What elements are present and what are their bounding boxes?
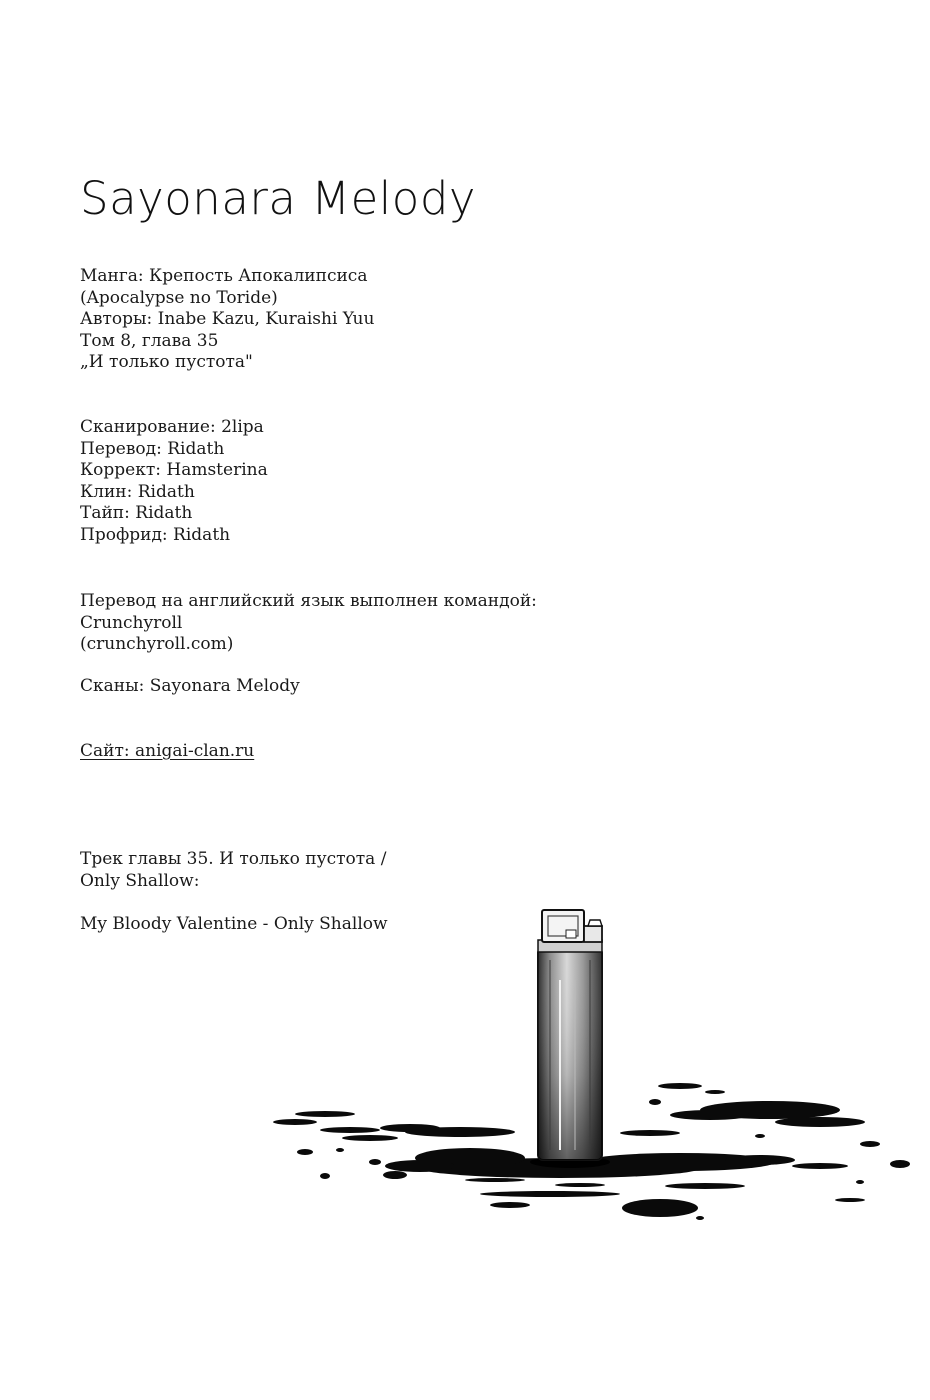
scans-line: Сканы: Sayonara Melody xyxy=(80,676,300,696)
manga-info-line: „И только пустота" xyxy=(80,352,253,373)
track-heading xyxy=(80,849,386,892)
page-title: Sayonara Melody xyxy=(80,172,477,225)
translation-team-name: Crunchyroll xyxy=(80,612,183,633)
english-translation-note xyxy=(80,591,537,656)
credit-line: Тайп: Ridath xyxy=(80,503,193,524)
manga-info-line: Том 8, глава 35 xyxy=(80,330,219,351)
manga-info-line: (Apocalypse no Toride) xyxy=(80,287,278,308)
credit-line: Перевод: Ridath xyxy=(80,438,225,459)
song-title: My Bloody Valentine - Only Shallow xyxy=(80,914,388,934)
credit-line: Профрид: Ridath xyxy=(80,524,231,545)
track-heading-line: Трек главы 35. И только пустота / xyxy=(80,849,387,869)
credit-line: Сканирование: 2lipa xyxy=(80,417,264,437)
lighter-illustration xyxy=(260,900,920,1240)
scans-credit xyxy=(80,676,300,698)
manga-info-line: Авторы: Inabe Kazu, Kuraishi Yuu xyxy=(80,309,375,330)
credits-list xyxy=(80,417,268,547)
track-heading-line: Only Shallow: xyxy=(80,870,200,891)
manga-info xyxy=(80,266,374,374)
credit-line: Клин: Ridath xyxy=(80,481,195,502)
manga-info-line: Манга: Крепость Апокалипсиса xyxy=(80,266,368,286)
credit-line: Коррект: Hamsterina xyxy=(80,460,268,481)
lighter xyxy=(530,910,610,1168)
site-block xyxy=(80,741,254,763)
site-link[interactable]: Сайт: anigai-clan.ru xyxy=(80,741,255,761)
translation-team-url: (crunchyroll.com) xyxy=(80,634,234,655)
translation-note-line: Перевод на английский язык выполнен командой: xyxy=(80,591,537,611)
